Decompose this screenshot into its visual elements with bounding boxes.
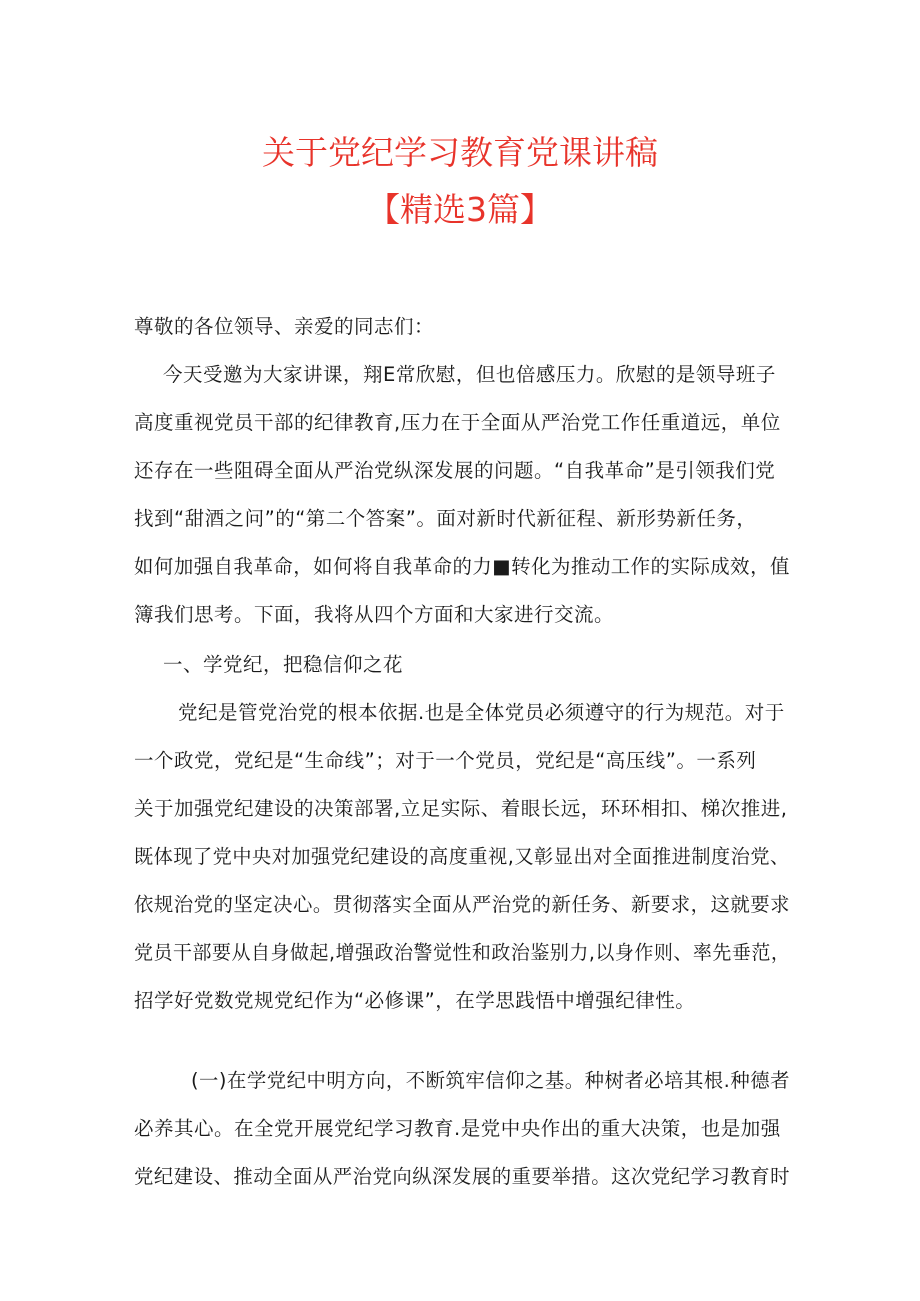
paragraph-line: 关于加强党纪建设的决策部署,立足实际、着眼长远，环环相扣、梯次推进, — [134, 797, 788, 820]
document-title: 关于党纪学习教育党课讲稿 — [262, 133, 658, 172]
paragraph-line: 必养其心。在全党开展党纪学习教育.是党中央作出的重大决策，也是加强 — [134, 1117, 781, 1140]
paragraph-line: 找到“甜酒之问”的“第二个答案”。面对新时代新征程、新形势新任务， — [134, 507, 757, 530]
salutation: 尊敬的各位领导、亲爱的同志们： — [134, 315, 435, 338]
paragraph-line: 一个政党，党纪是“生命线”；对于一个党员，党纪是“高压线”。一系列 — [134, 749, 757, 772]
paragraph-line: 如何加强自我革命，如何将自我革命的力■转化为推动工作的实际成效，值 — [134, 555, 790, 578]
document-subtitle: 【精选3篇】 — [367, 190, 553, 229]
section-heading: 一、学党纪，把稳信仰之花 — [163, 653, 404, 676]
paragraph-line: 高度重视党员干部的纪律教育,压力在于全面从严治党工作任重道远，单位 — [134, 411, 781, 434]
paragraph-line: 党员干部要从自身做起,增强政治警觉性和政治鉴别力,以身作则、率先垂范， — [134, 941, 791, 964]
paragraph-line: 既体现了党中央对加强党纪建设的高度重视,又彰显出对全面推进制度治党、 — [134, 845, 790, 868]
paragraph-line: 簿我们思考。下面，我将从四个方面和大家进行交流。 — [134, 603, 615, 626]
paragraph-line: 依规治党的坚定决心。贯彻落实全面从严治党的新任务、新要求，这就要求 — [134, 893, 790, 916]
paragraph-line: 今天受邀为大家讲课，翔E常欣慰，但也倍感压力。欣慰的是领导班子 — [163, 363, 776, 386]
paragraph-line: 招学好党数党规党纪作为“必修课”，在学思践悟中增强纪律性。 — [134, 989, 696, 1012]
paragraph-line: (一)在学党纪中明方向，不断筑牢信仰之基。种树者必培其根.种德者 — [191, 1069, 790, 1092]
paragraph-line: 党纪建设、推动全面从严治党向纵深发展的重要举措。这次党纪学习教育时 — [134, 1165, 790, 1188]
paragraph-line: 还存在一些阻碍全面从严治党纵深发展的问题。“自我革命”是引领我们党 — [134, 459, 776, 482]
paragraph-line: 党纪是管党治党的根本依据.也是全体党员必须遵守的行为规范。对于 — [178, 701, 785, 724]
